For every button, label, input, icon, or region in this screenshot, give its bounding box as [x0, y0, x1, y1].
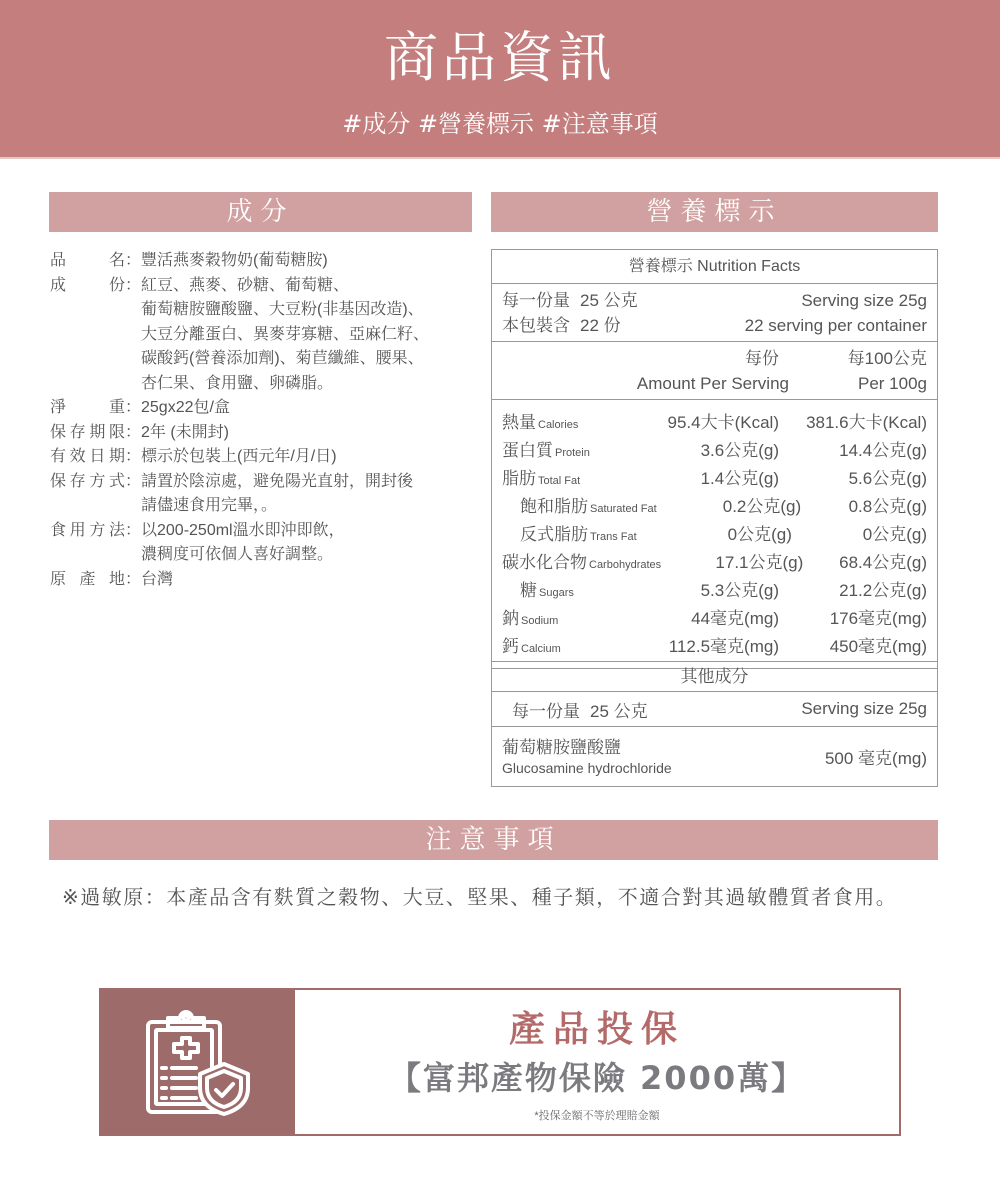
nutrition-facts-table	[491, 249, 938, 669]
other-serving-en: Serving size 25g	[801, 699, 927, 718]
col-per-100g-zh: 每100公克	[847, 349, 927, 368]
ingredient-row	[50, 519, 480, 568]
nutrition-row	[502, 606, 927, 634]
ingredient-label	[50, 249, 125, 274]
ingredient-label-char: 份	[108, 276, 125, 294]
nutrient-name-zh: 鈉	[502, 609, 519, 628]
ingredient-label-char: 限	[108, 423, 125, 441]
colon-separator: ：	[125, 276, 142, 294]
ingredient-row	[50, 396, 480, 421]
nutrition-section-header: 營養標示	[491, 192, 938, 232]
colon-separator: ：	[125, 570, 142, 588]
nutrient-per-100g: 21.2公克(g)	[839, 581, 927, 600]
ingredient-value-line: 濃稠度可依個人喜好調整。	[141, 546, 334, 563]
nutrient-per-serving: 5.3公克(g)	[700, 581, 779, 600]
nutrient-name-en: Calcium	[521, 643, 561, 655]
ingredient-value	[141, 445, 480, 470]
ingredient-row	[50, 274, 480, 397]
nutrition-rows	[492, 400, 937, 668]
ingredient-label-char: 存	[69, 423, 86, 441]
other-ingredient-row	[492, 727, 937, 786]
nutrition-row	[502, 466, 927, 494]
insurance-banner	[99, 988, 901, 1136]
other-ingredient-name-zh: 葡萄糖胺鹽酸鹽	[502, 737, 621, 757]
other-serving-info	[492, 692, 937, 727]
allergen-notice: ※過敏原：本產品含有麩質之穀物、大豆、堅果、種子類，不適合對其過敏體質者食用。	[62, 885, 898, 909]
other-serving-zh-label: 每一份量	[512, 701, 580, 721]
ingredients-section-header: 成分	[49, 192, 472, 232]
ingredient-value-line: 豐活燕麥穀物奶(葡萄糖胺)	[141, 252, 328, 269]
nutrient-per-serving: 0.2公克(g)	[722, 497, 802, 516]
ingredient-label-char: 日	[89, 448, 106, 465]
ingredient-label-char: 方	[89, 472, 106, 490]
nutrient-per-100g: 0公克(g)	[862, 525, 927, 544]
nutrient-name	[502, 410, 609, 438]
serving-size-zh-value: 25 公克	[580, 291, 638, 310]
servings-per-container-zh-value: 22 份	[580, 316, 621, 335]
other-ingredient-name-en: Glucosamine hydrochloride	[502, 759, 672, 776]
nutrient-name-en: Total Fat	[538, 475, 581, 487]
nutrient-name-zh: 反式脂肪	[520, 525, 588, 544]
ingredient-label-char: 用	[69, 521, 86, 539]
ingredient-row	[50, 421, 480, 446]
ingredient-value	[141, 470, 480, 519]
nutrient-name	[502, 578, 609, 606]
ingredient-value-line: 碳酸鈣(營養添加劑)、菊苣纖維、腰果、	[141, 350, 424, 367]
nutrient-name-zh: 糖	[520, 581, 537, 600]
ingredient-value	[141, 274, 480, 397]
ingredient-value-line: 以200-250ml溫水即沖即飲，	[141, 521, 345, 539]
nutrient-per-100g: 381.6大卡(Kcal)	[806, 413, 927, 432]
nutrient-name-zh: 碳水化合物	[502, 553, 587, 572]
ingredient-value-line: 25gx22包/盒	[141, 399, 230, 416]
ingredient-row	[50, 445, 480, 470]
ingredient-label-char: 存	[69, 472, 86, 490]
nutrient-name	[502, 550, 661, 578]
servings-per-container-zh-label: 本包裝含	[502, 316, 570, 335]
ingredient-value-line: 杏仁果、食用鹽、卵磷脂。	[141, 374, 334, 392]
nutrient-per-100g: 0.8公克(g)	[848, 497, 927, 516]
nutrient-name-zh: 鈣	[502, 637, 519, 656]
nutrient-name	[502, 606, 609, 634]
col-per-serving-zh: 每份	[745, 349, 779, 368]
page-title: 商品資訊	[384, 26, 616, 89]
nutrient-per-serving: 1.4公克(g)	[700, 469, 779, 488]
col-per-serving-en: Amount Per Serving	[636, 374, 789, 393]
ingredient-label-char: 有	[50, 448, 67, 465]
clipboard-shield-check-icon	[142, 1008, 254, 1116]
serving-size-zh-label: 每一份量	[502, 291, 570, 310]
colon-separator: ：	[125, 472, 142, 490]
insurance-amount: 【富邦產物保險 2000萬】	[388, 1059, 806, 1097]
col-per-100g-en: Per 100g	[858, 374, 927, 393]
nutrient-per-100g: 68.4公克(g)	[839, 553, 927, 572]
other-serving-zh-value: 25 公克	[590, 701, 648, 721]
ingredient-value	[141, 249, 480, 274]
ingredient-value-line: 葡萄糖胺鹽酸鹽、大豆粉(非基因改造)、	[141, 301, 424, 318]
ingredient-label	[50, 519, 125, 568]
ingredient-value	[141, 519, 480, 568]
nutrient-per-serving: 3.6公克(g)	[700, 441, 779, 460]
ingredient-label-char: 方	[89, 521, 106, 539]
nutrient-name-en: Sodium	[521, 615, 559, 627]
ingredients-list	[50, 249, 480, 592]
ingredient-label-char: 期	[89, 423, 106, 441]
nutrient-per-100g: 176毫克(mg)	[829, 609, 927, 628]
ingredient-label-char: 品	[50, 252, 67, 269]
other-ingredients-table	[491, 661, 938, 787]
nutrient-name	[502, 466, 609, 494]
nutrient-name-zh: 熱量	[502, 413, 536, 432]
ingredient-value-line: 標示於包裝上(西元年/月/日)	[141, 448, 337, 465]
ingredient-value-line: 2年 (未開封)	[141, 423, 230, 441]
nutrition-row	[502, 410, 927, 438]
ingredient-value	[141, 568, 480, 593]
other-ingredients-title: 其他成分	[492, 662, 937, 692]
nutrition-row	[502, 578, 927, 606]
servings-per-container-en: 22 serving per container	[744, 316, 927, 335]
ingredient-value	[141, 396, 480, 421]
serving-info	[492, 284, 937, 342]
ingredient-label	[50, 445, 125, 470]
nutrition-facts-title: 營養標示 Nutrition Facts	[492, 250, 937, 284]
ingredient-label-char: 式	[108, 472, 125, 490]
nutrient-per-100g: 450毫克(mg)	[829, 637, 927, 656]
insurance-text-panel	[295, 990, 899, 1134]
ingredient-label-char: 效	[69, 448, 86, 465]
ingredient-value	[141, 421, 480, 446]
nutrient-per-serving: 17.1公克(g)	[715, 553, 804, 572]
ingredient-label-char: 原	[50, 570, 67, 588]
ingredient-label-char: 期	[108, 448, 125, 465]
ingredient-label	[50, 396, 125, 421]
nutrition-row	[502, 522, 927, 550]
ingredient-label-char: 地	[108, 570, 125, 588]
nutrient-per-serving: 44毫克(mg)	[691, 609, 779, 628]
ingredient-row	[50, 249, 480, 274]
nutrient-name-zh: 蛋白質	[502, 441, 553, 460]
insurance-icon-panel	[101, 990, 295, 1134]
nutrition-row	[502, 438, 927, 466]
ingredient-label	[50, 421, 125, 446]
ingredient-label	[50, 274, 125, 397]
nutrient-per-100g: 5.6公克(g)	[848, 469, 927, 488]
ingredient-row	[50, 568, 480, 593]
nutrient-per-100g: 14.4公克(g)	[839, 441, 927, 460]
nutrition-row	[502, 494, 927, 522]
ingredient-label-char: 保	[50, 472, 67, 490]
colon-separator: ：	[125, 252, 142, 269]
insurance-title: 產品投保	[508, 1009, 685, 1050]
ingredient-label-char: 重	[108, 399, 125, 416]
nutrient-name-en: Carbohydrates	[589, 559, 662, 571]
ingredient-value-line: 台灣	[141, 570, 174, 588]
ingredient-label-char: 產	[79, 570, 96, 588]
nutrient-name	[502, 634, 609, 662]
nutrient-per-serving: 112.5毫克(mg)	[668, 637, 779, 656]
ingredient-value-line: 請儘速食用完畢，。	[141, 497, 278, 514]
colon-separator: ：	[125, 521, 142, 539]
insurance-disclaimer: *投保金額不等於理賠金額	[534, 1110, 660, 1122]
nutrition-row	[502, 550, 927, 578]
nutrient-name-en: Trans Fat	[590, 531, 637, 543]
ingredient-value-line: 請置於陰涼處，避免陽光直射，開封後	[141, 472, 414, 490]
nutrient-name-en: Calories	[538, 419, 579, 431]
colon-separator: ：	[125, 423, 142, 441]
nutrient-name	[502, 494, 657, 522]
nutrient-name	[502, 522, 637, 550]
ingredient-label	[50, 568, 125, 593]
ingredient-label-char: 保	[50, 423, 67, 441]
notice-section-header: 注意事項	[49, 820, 938, 860]
ingredient-label-char: 食	[50, 521, 67, 539]
colon-separator: ：	[125, 448, 142, 465]
hero-banner	[0, 0, 1000, 159]
nutrient-name-en: Sugars	[539, 587, 574, 599]
ingredient-label-char: 名	[108, 252, 125, 269]
nutrient-name-zh: 飽和脂肪	[520, 497, 588, 516]
other-ingredient-value: 500 毫克(mg)	[824, 749, 927, 768]
ingredient-label-char: 淨	[50, 399, 67, 416]
nutrient-per-serving: 95.4大卡(Kcal)	[667, 413, 779, 432]
ingredient-label	[50, 470, 125, 519]
nutrition-row	[502, 634, 927, 662]
ingredient-value-line: 紅豆、燕麥、砂糖、葡萄糖、	[141, 276, 350, 294]
ingredient-value-line: 大豆分離蛋白、異麥芽寡糖、亞麻仁籽、	[141, 325, 430, 343]
nutrient-name	[502, 438, 609, 466]
nutrient-per-serving: 0公克(g)	[727, 525, 792, 544]
serving-size-en: Serving size 25g	[801, 291, 927, 310]
ingredient-label-char: 成	[50, 276, 67, 294]
nutrient-name-en: Protein	[555, 447, 590, 459]
nutrient-name-zh: 脂肪	[502, 469, 536, 488]
page-subtitle-tags: #成分 #營養標示 #注意事項	[342, 110, 658, 138]
ingredient-row	[50, 470, 480, 519]
nutrition-column-headers	[492, 342, 937, 400]
ingredient-label-char: 法	[108, 521, 125, 539]
colon-separator: ：	[125, 399, 142, 416]
nutrient-name-en: Saturated Fat	[590, 503, 657, 515]
